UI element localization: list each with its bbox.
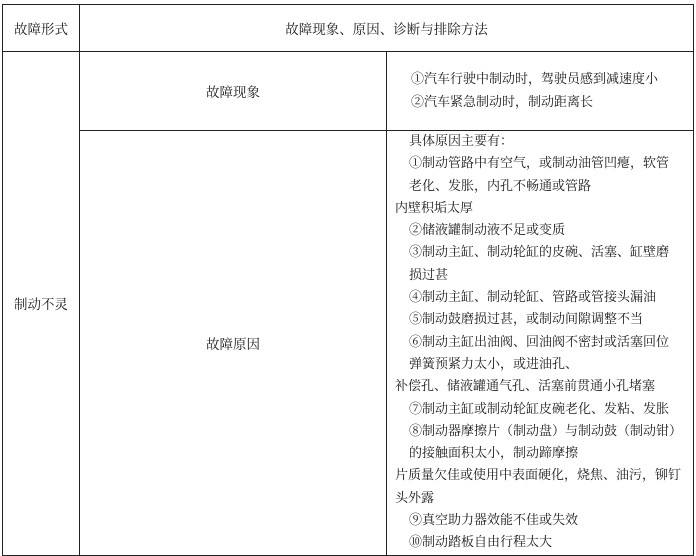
cause-item-9: ⑨真空助力器效能不佳或失效 (409, 513, 579, 529)
header-fault-mode: 故障形式 (3, 5, 80, 52)
cause-item-8: ⑧制动器摩擦片（制动盘）与制动鼓（制动钳）的接触面积太小，制动蹄摩擦 (409, 423, 676, 462)
fault-mode-cell: 制动不灵 (3, 52, 80, 556)
cause-item-7: ⑦制动主缸或制动轮缸皮碗老化、发粘、发胀 (409, 401, 670, 417)
cause-item-10: ⑩制动踏板自由行程太大 (409, 535, 553, 551)
symptom-line-1: ①汽车行驶中制动时，驾驶员感到减速度小 (411, 72, 659, 87)
cause-item-3: ③制动主缸、制动轮缸的皮碗、活塞、缸壁磨损过甚 (409, 245, 670, 283)
cause-item-1: ①制动管路中有空气，或制动油管凹瘪，软管老化、发胀，内孔不畅通或管路 (409, 156, 670, 194)
cause-item-2: ②储液罐制动液不足或变质 (409, 223, 566, 239)
header-fault-detail: 故障现象、原因、诊断与排除方法 (80, 5, 694, 52)
cause-item-8-cont: 片质量欠佳或使用中表面硬化，烧焦、油污，铆钉头外露 (395, 468, 682, 506)
symptom-label: 故障现象 (80, 52, 387, 131)
cause-intro: 具体原因主要有： (409, 134, 514, 149)
symptom-line-2: ②汽车紧急制动时，制动距离长 (411, 95, 594, 110)
cause-item-1-cont: 内壁积垢太厚 (395, 200, 474, 216)
symptom-content (387, 52, 694, 131)
cause-row (3, 131, 694, 556)
cause-label: 故障原因 (80, 131, 387, 556)
cause-item-6-cont: 补偿孔、储液罐通气孔、活塞前贯通小孔堵塞 (395, 379, 656, 395)
cause-item-6: ⑥制动主缸出油阀、回油阀不密封或活塞回位弹簧预紧力太小，或进油孔、 (409, 334, 670, 372)
header-row (3, 5, 694, 52)
cause-item-4: ④制动主缸、制动轮缸、管路或管接头漏油 (409, 290, 657, 306)
fault-table (2, 4, 694, 556)
cause-content (387, 131, 694, 556)
cause-item-5: ⑤制动鼓磨损过甚，或制动间隙调整不当 (409, 312, 644, 328)
symptom-row (3, 52, 694, 131)
